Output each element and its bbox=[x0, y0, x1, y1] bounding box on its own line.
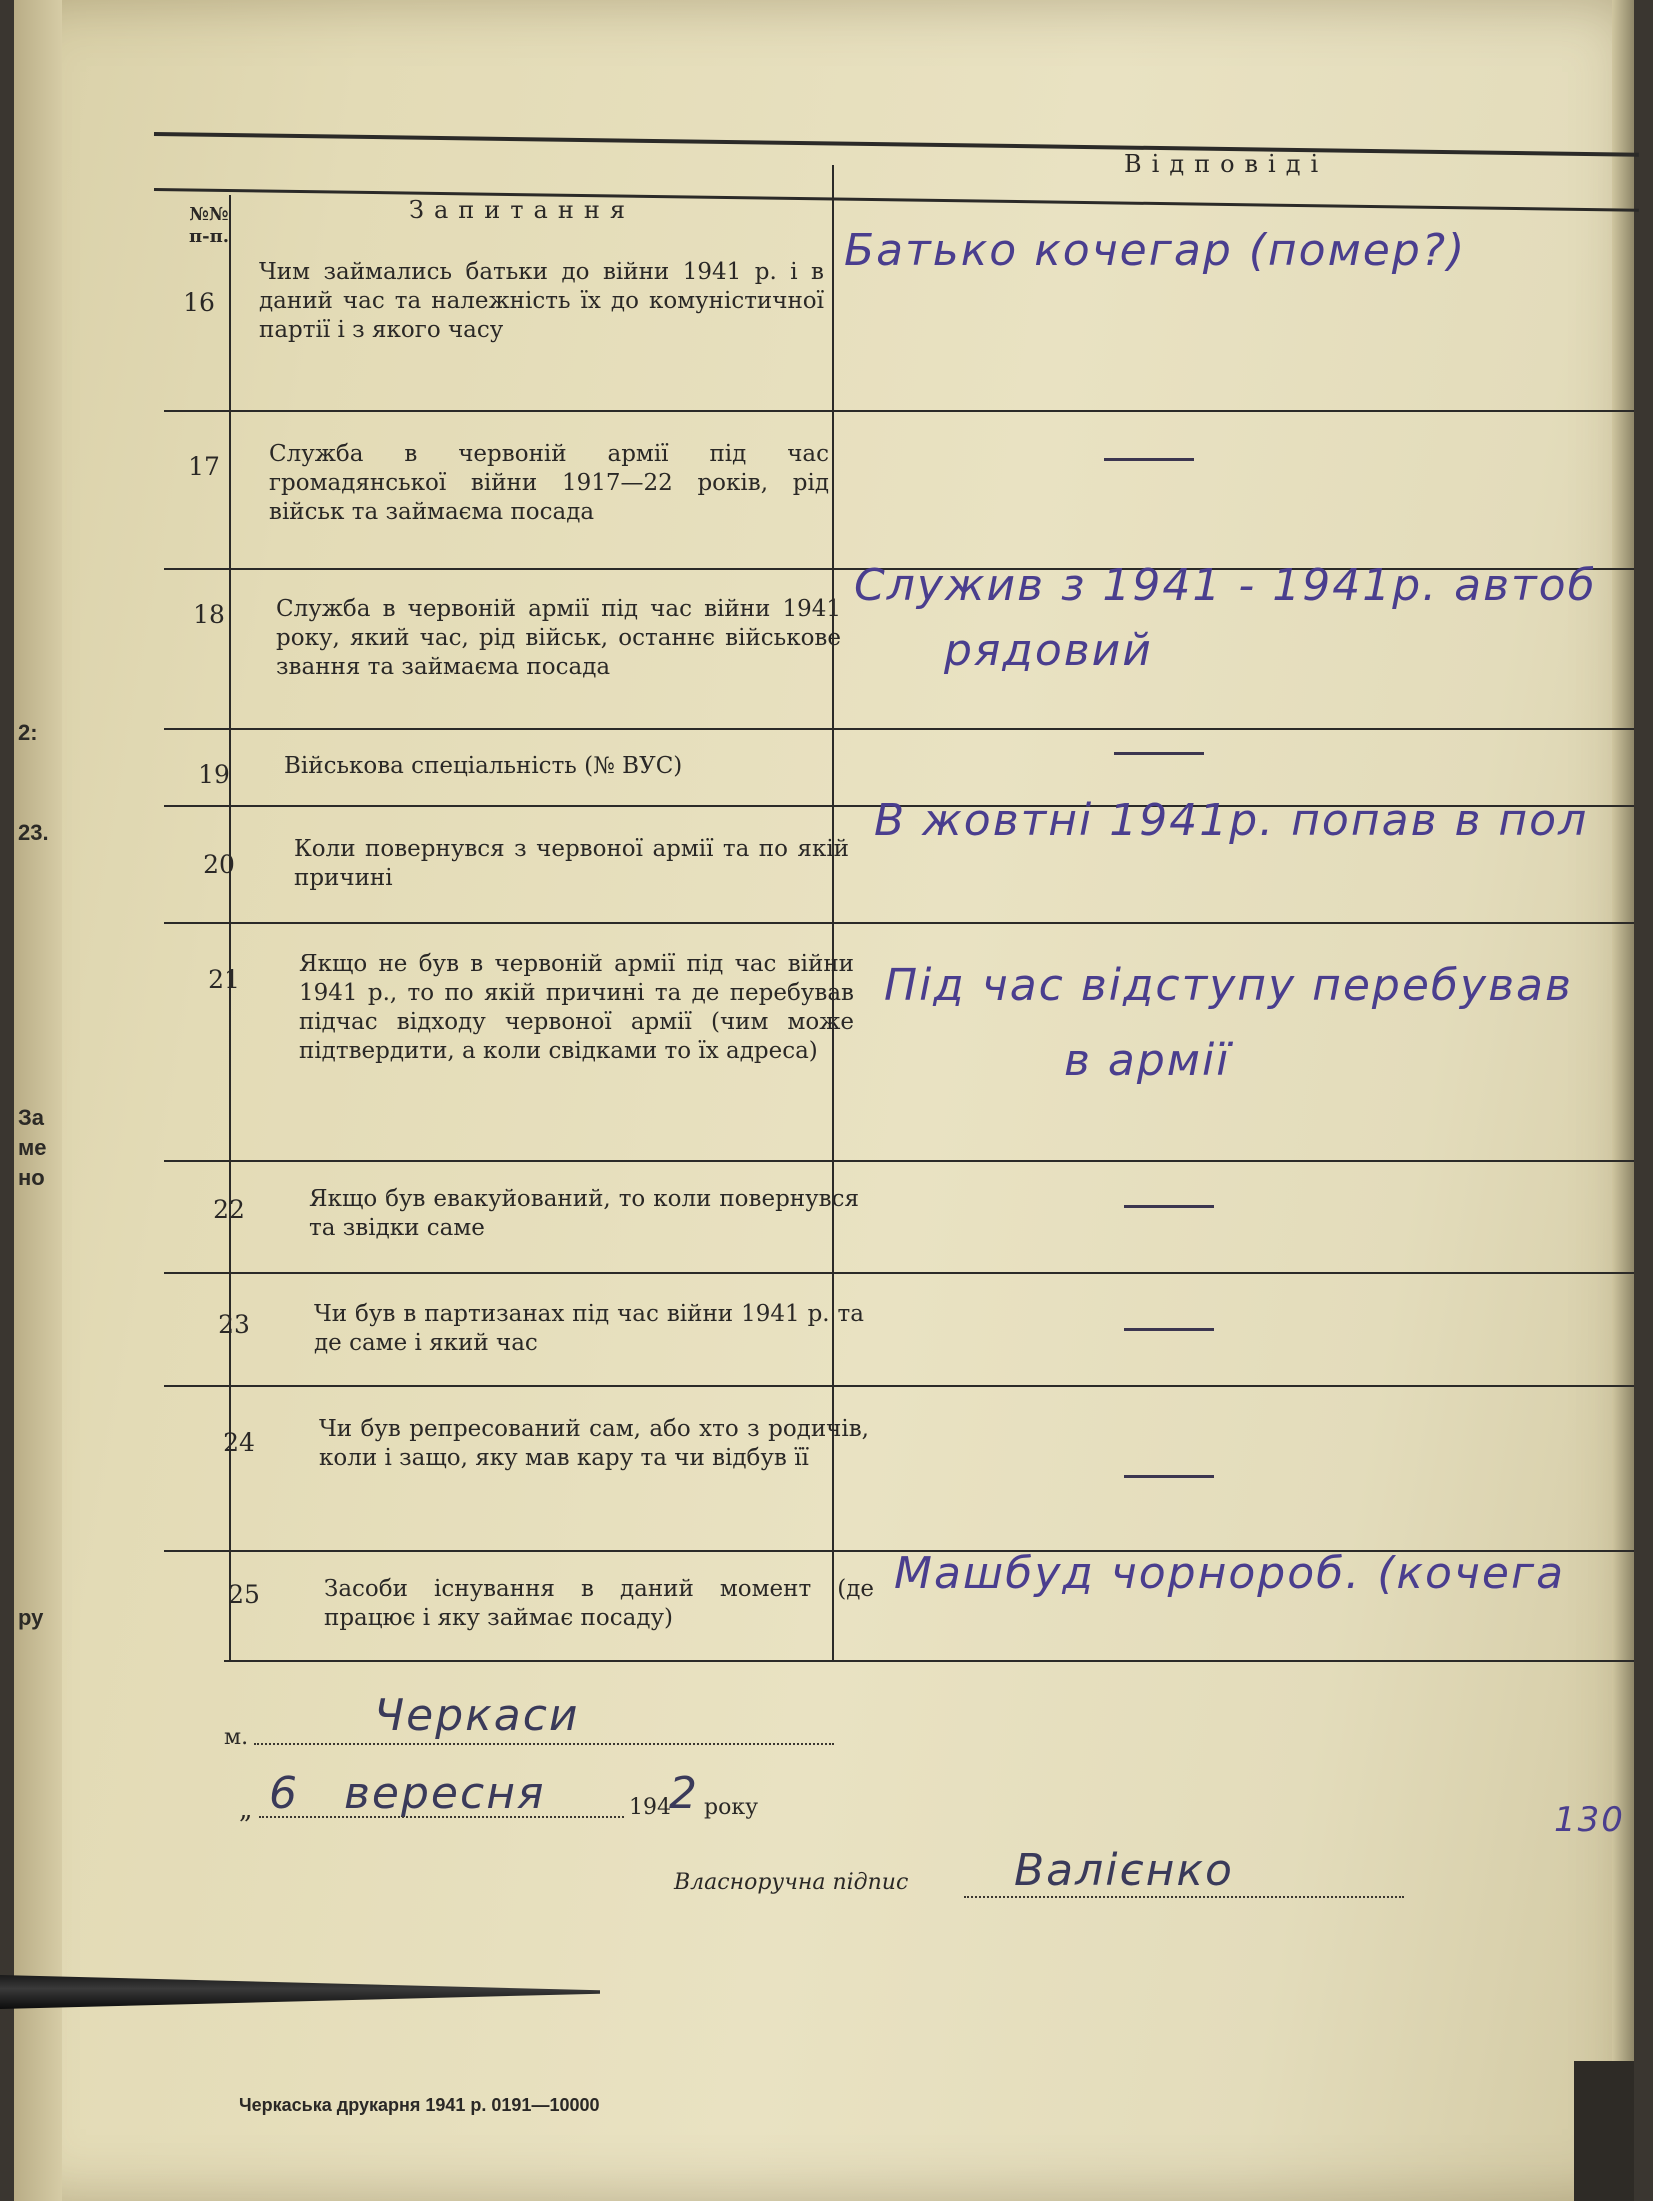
header-question-label: Запитання bbox=[409, 196, 635, 224]
row-number: 22 bbox=[213, 1195, 245, 1224]
empty-answer-dash bbox=[1124, 1205, 1214, 1208]
empty-answer-dash bbox=[1124, 1475, 1214, 1478]
date-quote: „ bbox=[239, 1795, 253, 1825]
row-answer: В жовтні 1941р. попав в пол bbox=[874, 795, 1589, 846]
year-prefix: 194 bbox=[629, 1795, 671, 1820]
row-number: 20 bbox=[203, 850, 235, 879]
year-suffix: року bbox=[704, 1795, 759, 1820]
signature: Валієнко bbox=[1014, 1845, 1234, 1896]
row-number: 19 bbox=[198, 760, 230, 789]
row-answer-line2: в армії bbox=[1064, 1035, 1231, 1086]
header-top-rule bbox=[154, 132, 1639, 157]
signature-label: Власноручна підпис bbox=[674, 1870, 909, 1895]
row-question: Якщо не був в червоній армії під час війни 1941 р., то по якій причині та де перебував підчас відходу червоної армії (чим може підтвердити, а коли свідками то їх адреса) bbox=[299, 951, 854, 1064]
margin-note: 130 bbox=[1554, 1800, 1625, 1840]
city-line bbox=[254, 1742, 834, 1745]
row-answer: Під час відступу перебував bbox=[884, 960, 1573, 1011]
row-divider bbox=[164, 410, 1634, 412]
header-number-label: №№ п-п. bbox=[188, 204, 230, 247]
row-question: Засоби існування в даний момент (де працює і яку займає посаду) bbox=[324, 1576, 874, 1631]
row-number: 18 bbox=[193, 600, 225, 629]
row-question: Чим займались батьки до війни 1941 р. і в даний час та належність їх до комуністичної партії і з якого часу bbox=[259, 259, 824, 343]
row-question: Служба в червоній армії під час війни 1941 року, який час, рід військ, останнє військове звання та займаєма посада bbox=[276, 596, 841, 680]
row-divider bbox=[164, 1160, 1634, 1162]
row-number: 16 bbox=[183, 288, 215, 317]
margin-char: но bbox=[18, 1165, 45, 1190]
row-divider bbox=[164, 922, 1634, 924]
row-divider bbox=[164, 1272, 1634, 1274]
row-divider bbox=[164, 1385, 1634, 1387]
empty-answer-dash bbox=[1124, 1328, 1214, 1331]
row-answer: Служив з 1941 - 1941р. автоб bbox=[854, 560, 1597, 611]
date-month: вересня bbox=[344, 1768, 546, 1819]
date-day: 6 bbox=[269, 1768, 299, 1819]
empty-answer-dash bbox=[1104, 458, 1194, 461]
row-number: 25 bbox=[228, 1580, 260, 1609]
row-divider bbox=[224, 1660, 1634, 1662]
row-answer: Машбуд чорнороб. (кочега bbox=[894, 1548, 1566, 1599]
row-question: Коли повернувся з червоної армії та по якій причині bbox=[294, 836, 849, 891]
row-question: Військова спеціальність (№ ВУС) bbox=[284, 753, 683, 779]
row-number: 17 bbox=[188, 452, 220, 481]
margin-char: 2: bbox=[18, 720, 38, 745]
row-number: 23 bbox=[218, 1310, 250, 1339]
row-answer: Батько кочегар (помер?) bbox=[844, 225, 1467, 276]
row-question: Служба в червоній армії під час громадянської війни 1917—22 років, рід військ та займаєма посада bbox=[269, 441, 829, 525]
row-answer-line2: рядовий bbox=[944, 625, 1153, 676]
row-question: Чи був репресований сам, або хто з родичів, коли і защо, яку мав кару та чи відбув її bbox=[319, 1416, 869, 1471]
document-page bbox=[14, 0, 1634, 2201]
row-number: 24 bbox=[223, 1428, 255, 1457]
date-line bbox=[259, 1815, 624, 1818]
margin-char: ме bbox=[18, 1135, 47, 1160]
row-question: Якщо був евакуйований, то коли повернувся та звідки саме bbox=[309, 1186, 859, 1241]
margin-char: 23. bbox=[18, 820, 49, 845]
printer-imprint: Черкаська друкарня 1941 р. 0191—10000 bbox=[239, 2095, 600, 2115]
city-prefix: м. bbox=[224, 1725, 249, 1750]
header-bottom-rule bbox=[154, 188, 1639, 212]
row-divider bbox=[164, 728, 1634, 730]
page-edge bbox=[1612, 0, 1634, 2201]
empty-answer-dash bbox=[1114, 752, 1204, 755]
row-number: 21 bbox=[208, 965, 240, 994]
year-digit: 2 bbox=[669, 1768, 699, 1819]
row-question: Чи був в партизанах під час війни 1941 р. та де саме і який час bbox=[314, 1301, 864, 1356]
background-corner bbox=[1574, 2061, 1634, 2201]
underlying-page-strip bbox=[14, 0, 62, 2201]
header-answer-label: Відповіді bbox=[1124, 150, 1329, 178]
margin-char: ру bbox=[18, 1605, 44, 1630]
city-value: Черкаси bbox=[374, 1690, 580, 1741]
margin-char: Зa bbox=[18, 1105, 45, 1130]
